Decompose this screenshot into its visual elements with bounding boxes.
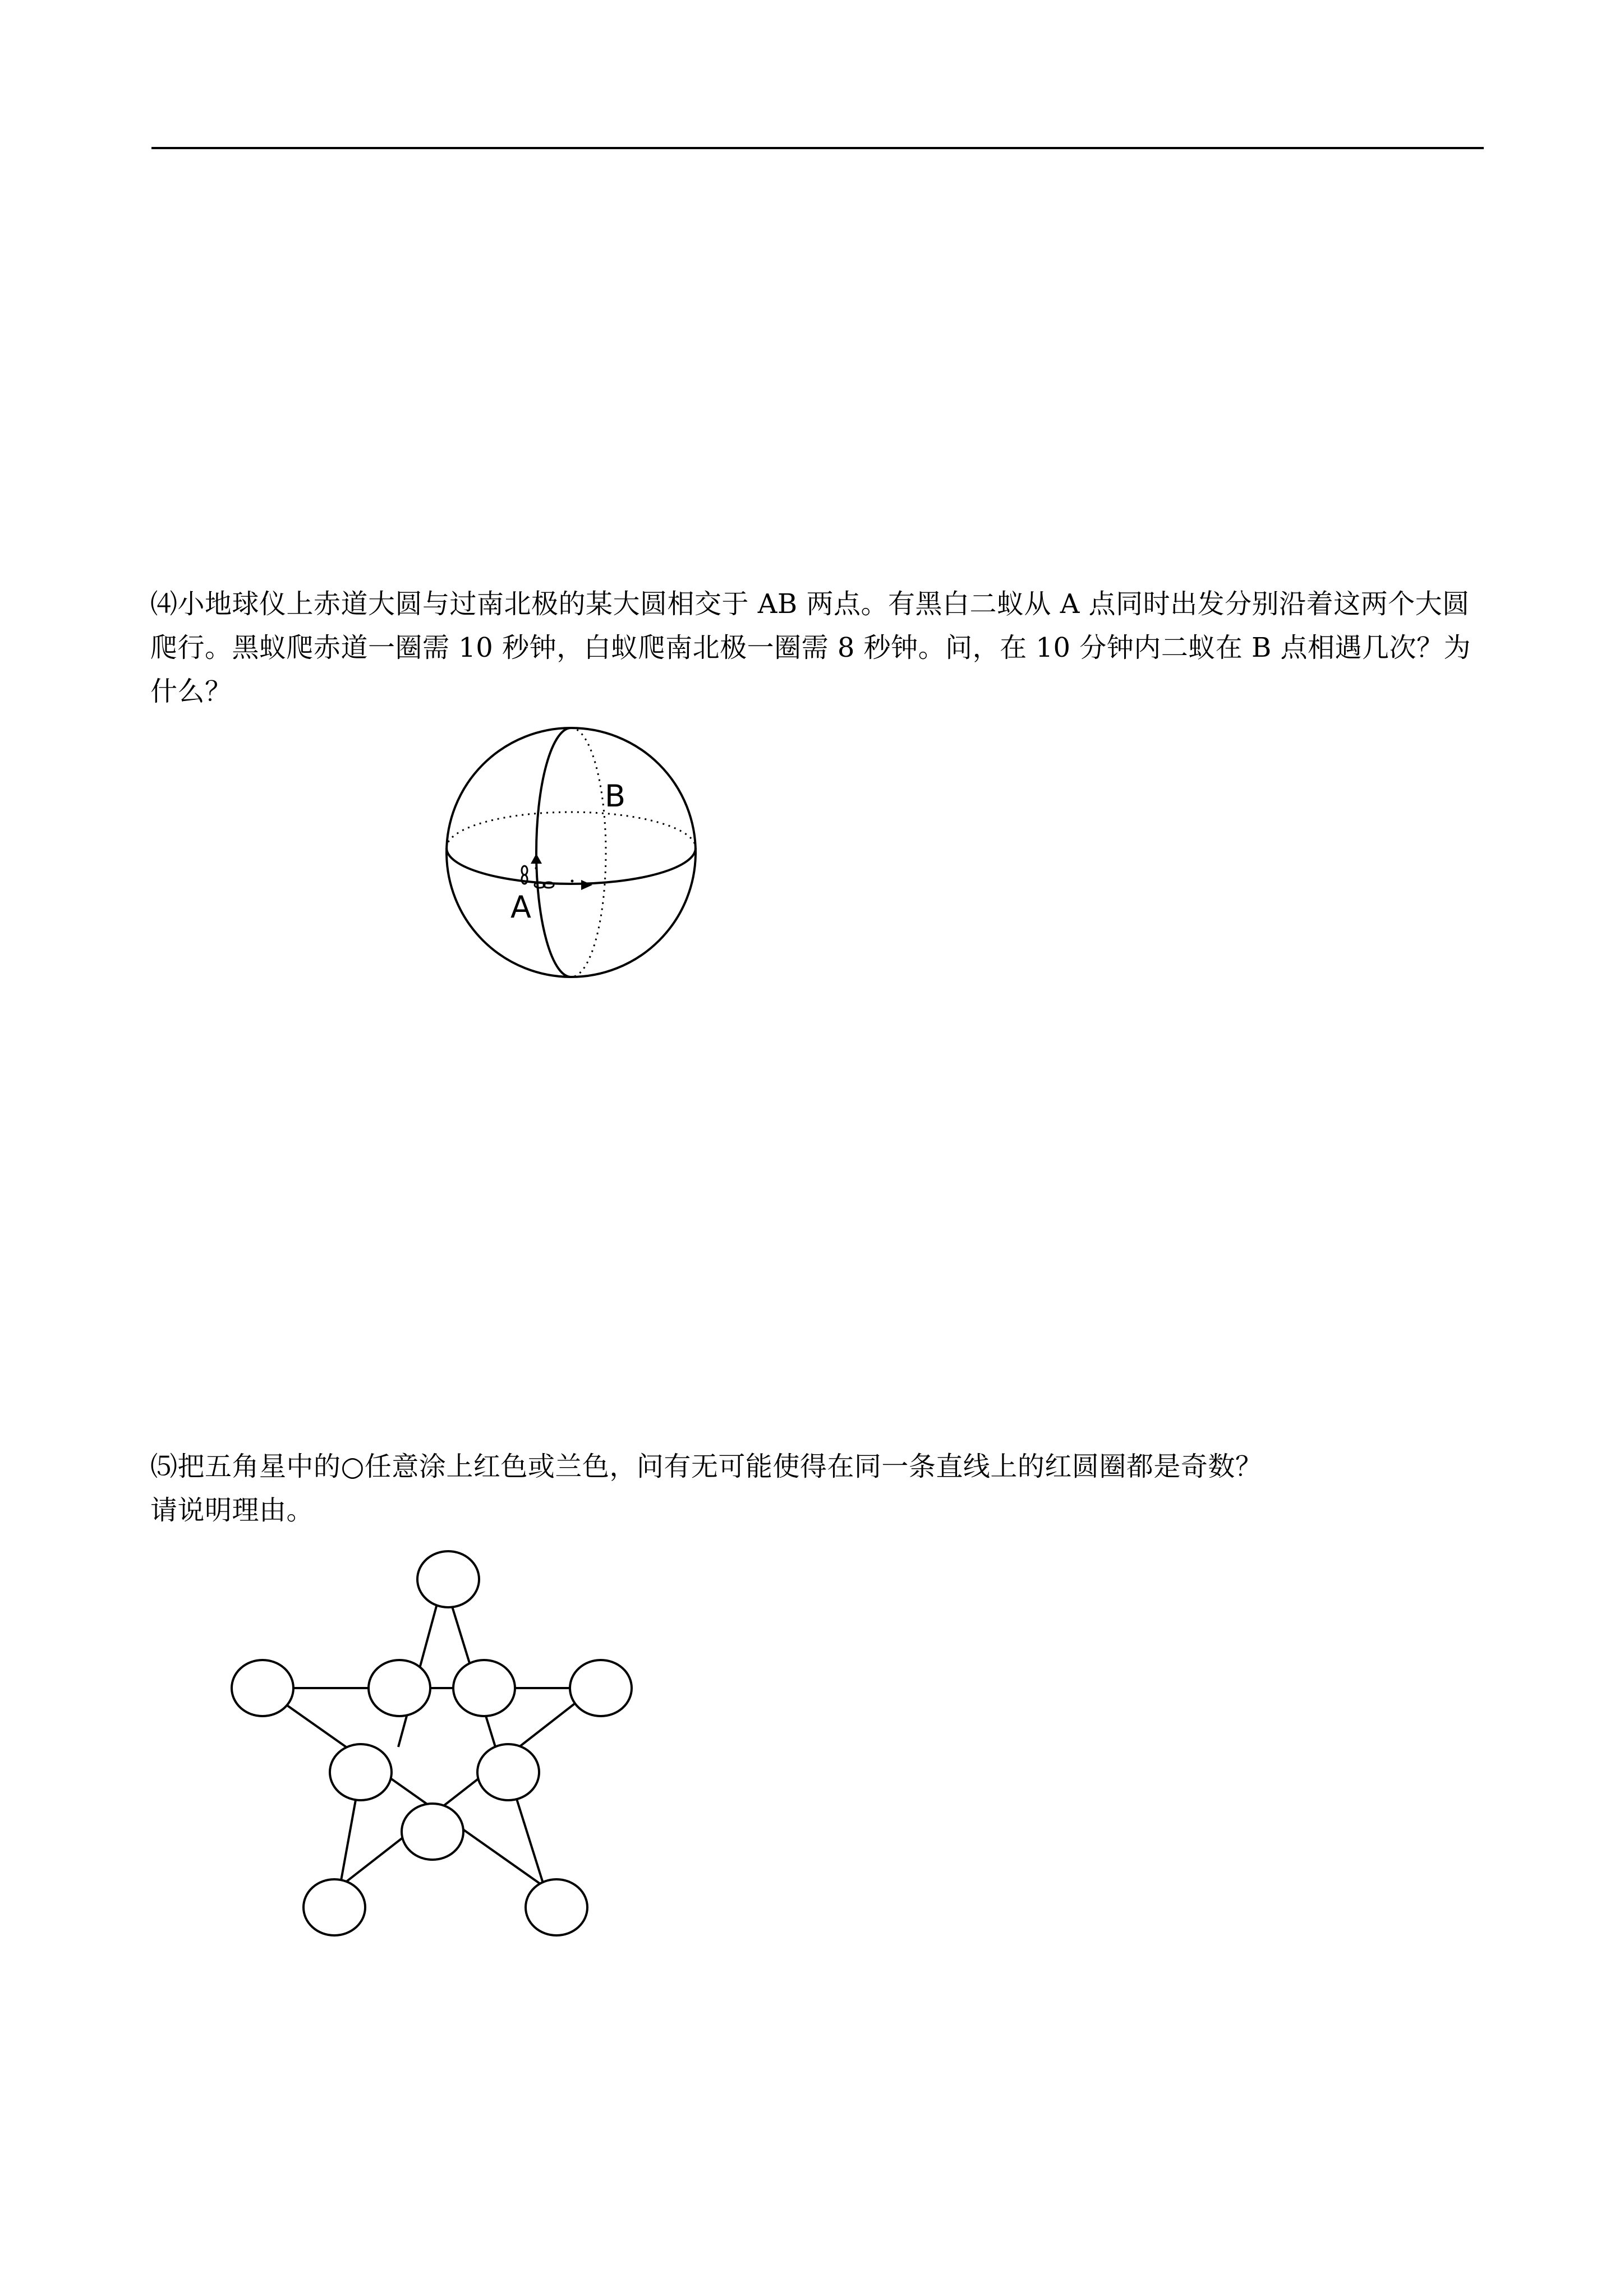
star-circles	[232, 1551, 632, 1935]
problem-5-text: ⑸把五角星中的○任意涂上红色或兰色，问有无可能使得在同一条直线上的红圆圈都是奇数？ 请说明理由。	[150, 1451, 1263, 1526]
label-a: A	[510, 889, 531, 925]
meridian-front	[536, 728, 571, 977]
globe-diagram	[438, 723, 707, 981]
circle-inner-right	[477, 1744, 539, 1800]
label-b: B	[605, 778, 626, 814]
circle-bottom-right	[526, 1879, 587, 1935]
circle-bottom-left	[303, 1879, 365, 1935]
circle-top	[417, 1551, 479, 1607]
circle-inner-upper-left	[369, 1660, 430, 1716]
arrow-right-icon	[581, 880, 592, 890]
equator-back	[447, 812, 696, 848]
circle-left	[232, 1660, 293, 1716]
equator-front	[447, 848, 696, 884]
star-diagram	[213, 1537, 662, 1952]
problem-4-text: ⑷小地球仪上赤道大圆与过南北极的某大圆相交于 AB 两点。有黑白二蚁从 A 点同时出发分别沿着这两个大圆爬行。黑蚁爬赤道一圈需 10 秒钟，白蚁爬南北极一圈需 8 秒钟。问，在 10 分钟内二蚁在 B 点相遇几次？为什么？	[150, 588, 1471, 707]
meridian-back	[571, 728, 606, 977]
circle-inner-bottom	[402, 1804, 463, 1860]
circle-right	[570, 1660, 632, 1716]
circle-inner-left	[330, 1744, 392, 1800]
globe-outline	[447, 728, 696, 977]
circle-inner-upper-right	[453, 1660, 515, 1716]
arrow-up-icon	[531, 854, 542, 864]
header-rule	[151, 147, 1484, 149]
